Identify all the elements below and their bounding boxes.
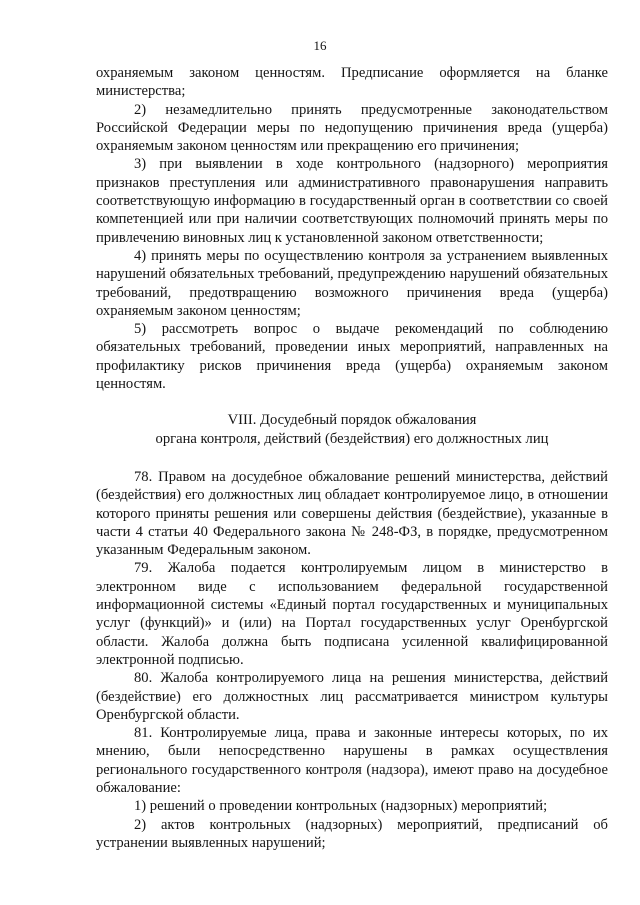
section-heading	[96, 411, 608, 448]
section-heading-line-1: VIII. Досудебный порядок обжалования	[227, 412, 477, 429]
clause-81-item-1: 1) решений о проведении контрольных (надзорных) мероприятий;	[134, 798, 548, 815]
list-item-4: 4) принять меры по осуществлению контроля за устранением выявленных нарушений обязательных требований, предупреждению нарушений обязательных требований, предотвращению возможного причинения вреда (ущерба) охраняемым законом ценностям;	[96, 247, 608, 319]
document-body	[96, 64, 608, 852]
list-item-3: 3) при выявлении в ходе контрольного (надзорного) мероприятия признаков преступления или административного правонарушения направить соответствующую информацию в государственный орган в соответствии со своей компетенцией или при наличии соответствующих полномочий принять меры по привлечению виновных лиц к установленной законом ответственности;	[96, 156, 608, 246]
clause-81-item-2: 2) актов контрольных (надзорных) мероприятий, предписаний об устранении выявленных нарушений;	[96, 816, 608, 851]
paragraph-continuation: охраняемым законом ценностям. Предписание оформляется на бланке министерства;	[96, 65, 608, 100]
list-item-2: 2) незамедлительно принять предусмотренные законодательством Российской Федерации меры по недопущению причинения вреда (ущерба) охраняемым законом ценностям или прекращению его причинения;	[96, 101, 608, 155]
clause-80: 80. Жалоба контролируемого лица на решения министерства, действий (бездействие) его должностных лиц рассматривается министром культуры Оренбургской области.	[96, 670, 608, 723]
clause-78: 78. Правом на досудебное обжалование решений министерства, действий (бездействия) его должностных лиц обладает контролируемое лицо, в отношении которого приняты решения или совершены действия (бездействие), указанные в части 4 статьи 40 Федерального закона № 248-ФЗ, в порядке, предусмотренном указанным Федеральным законом.	[96, 468, 608, 559]
clause-81: 81. Контролируемые лица, права и законные интересы которых, по их мнению, были непосредственно нарушены в рамках осуществления регионального государственного контроля (надзора), имеют право на досудебное обжалование:	[96, 725, 608, 796]
page-number: 16	[313, 38, 327, 53]
clause-79: 79. Жалоба подается контролируемым лицом в министерство в электронном виде с использованием федеральной государственной информационной системы «Единый портал государственных и муниципальных услуг (функций)» и (или) на Портал государственных услуг Оренбургской области. Жалоба должна быть подписана усиленной квалифицированной электронной подписью.	[96, 560, 608, 668]
section-heading-line-2: органа контроля, действий (бездействия) его должностных лиц	[155, 430, 549, 447]
list-item-5: 5) рассмотреть вопрос о выдаче рекомендаций по соблюдению обязательных требований, проведении иных мероприятий, направленных на профилактику рисков причинения вреда (ущерба) охраняемым законом ценностям.	[96, 321, 608, 393]
